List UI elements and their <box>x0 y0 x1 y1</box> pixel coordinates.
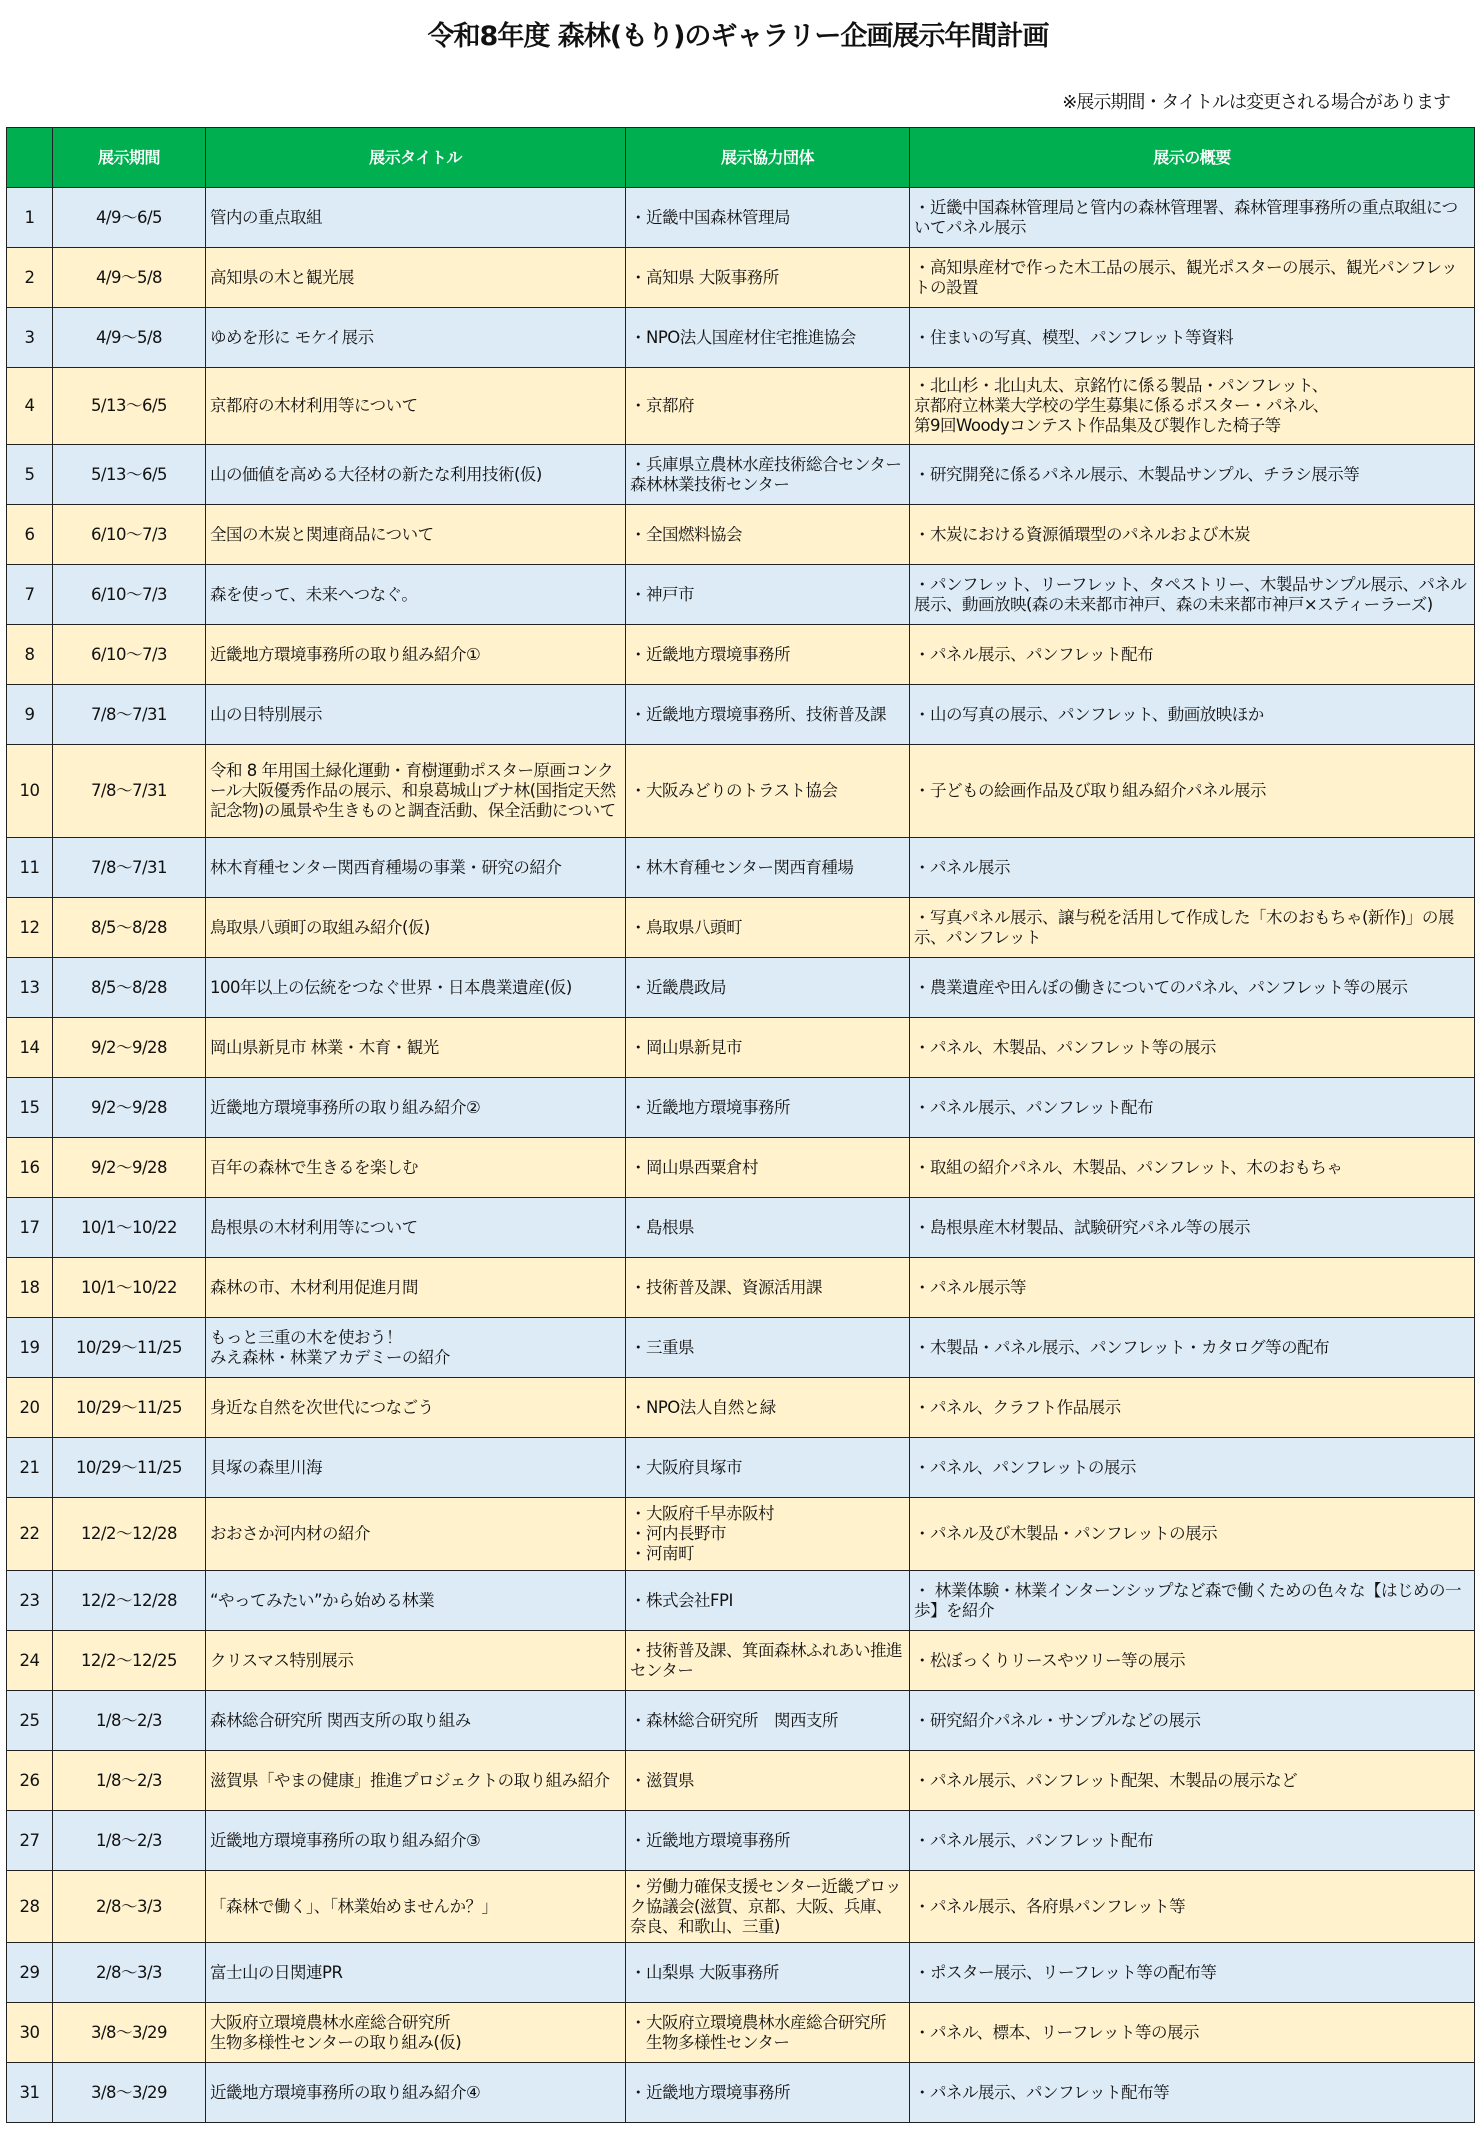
cooperating-organization-cell: ・近畿農政局 <box>626 958 910 1018</box>
exhibition-summary-cell: ・パネル展示、各府県パンフレット等 <box>910 1871 1475 1943</box>
exhibition-period-cell: 8/5～8/28 <box>53 898 206 958</box>
exhibition-summary-cell: ・パネル、クラフト作品展示 <box>910 1378 1475 1438</box>
table-row <box>7 898 1475 958</box>
exhibition-period-cell: 10/1～10/22 <box>53 1258 206 1318</box>
table-row <box>7 1571 1475 1631</box>
cooperating-organization-cell: ・高知県 大阪事務所 <box>626 248 910 308</box>
exhibition-title-cell: 貝塚の森里川海 <box>206 1438 626 1498</box>
exhibition-title-cell: 近畿地方環境事務所の取り組み紹介③ <box>206 1811 626 1871</box>
exhibition-period-cell: 6/10～7/3 <box>53 565 206 625</box>
row-number-cell: 18 <box>7 1258 53 1318</box>
exhibition-title-cell: ゆめを形に モケイ展示 <box>206 308 626 368</box>
exhibition-period-cell: 6/10～7/3 <box>53 625 206 685</box>
exhibition-period-cell: 10/29～11/25 <box>53 1378 206 1438</box>
row-number-cell: 3 <box>7 308 53 368</box>
cooperating-organization-cell: ・労働力確保支援センター近畿ブロック協議会(滋賀、京都、大阪、兵庫、奈良、和歌山、三重) <box>626 1871 910 1943</box>
exhibition-period-cell: 8/5～8/28 <box>53 958 206 1018</box>
exhibition-summary-cell: ・農業遺産や田んぼの働きについてのパネル、パンフレット等の展示 <box>910 958 1475 1018</box>
page-title: 令和8年度 森林(もり)のギャラリー企画展示年間計画 <box>427 21 1049 52</box>
disclaimer-note: ※展示期間・タイトルは変更される場合があります <box>1062 92 1450 113</box>
exhibition-period-cell: 12/2～12/28 <box>53 1571 206 1631</box>
row-number-cell: 11 <box>7 838 53 898</box>
table-row <box>7 308 1475 368</box>
exhibition-period-cell: 3/8～3/29 <box>53 2063 206 2123</box>
exhibition-summary-cell: ・パネル、パンフレットの展示 <box>910 1438 1475 1498</box>
table-row <box>7 505 1475 565</box>
row-number-cell: 4 <box>7 368 53 445</box>
table-row <box>7 1438 1475 1498</box>
exhibition-title-cell: 令和 8 年用国土緑化運動・育樹運動ポスター原画コンクール大阪優秀作品の展示、和泉葛城山ブナ林(国指定天然記念物)の風景や生きものと調査活動、保全活動について <box>206 745 626 838</box>
exhibition-period-cell: 5/13～6/5 <box>53 368 206 445</box>
exhibition-schedule-table <box>6 127 1475 2123</box>
exhibition-title-cell: 山の日特別展示 <box>206 685 626 745</box>
row-number-cell: 6 <box>7 505 53 565</box>
cooperating-organization-cell: ・三重県 <box>626 1318 910 1378</box>
cooperating-organization-cell: ・NPO法人国産材住宅推進協会 <box>626 308 910 368</box>
exhibition-summary-cell: ・パネル展示、パンフレット配布 <box>910 1811 1475 1871</box>
table-row <box>7 1138 1475 1198</box>
exhibition-period-cell: 10/1～10/22 <box>53 1198 206 1258</box>
exhibition-title-cell: 大阪府立環境農林水産総合研究所 生物多様性センターの取り組み(仮) <box>206 2003 626 2063</box>
column-header-organization: 展示協力団体 <box>626 128 910 188</box>
cooperating-organization-cell: ・大阪府千早赤阪村 ・河内長野市 ・河南町 <box>626 1498 910 1571</box>
row-number-cell: 1 <box>7 188 53 248</box>
exhibition-title-cell: 滋賀県「やまの健康」推進プロジェクトの取り組み紹介 <box>206 1751 626 1811</box>
cooperating-organization-cell: ・近畿地方環境事務所 <box>626 1078 910 1138</box>
exhibition-period-cell: 5/13～6/5 <box>53 445 206 505</box>
exhibition-summary-cell: ・パネル展示、パンフレット配架、木製品の展示など <box>910 1751 1475 1811</box>
table-row <box>7 1198 1475 1258</box>
column-header-no <box>7 128 53 188</box>
row-number-cell: 8 <box>7 625 53 685</box>
exhibition-summary-cell: ・パネル展示、パンフレット配布 <box>910 625 1475 685</box>
cooperating-organization-cell: ・鳥取県八頭町 <box>626 898 910 958</box>
row-number-cell: 12 <box>7 898 53 958</box>
exhibition-summary-cell: ・研究紹介パネル・サンプルなどの展示 <box>910 1691 1475 1751</box>
table-row <box>7 1943 1475 2003</box>
exhibition-title-cell: “やってみたい”から始める林業 <box>206 1571 626 1631</box>
exhibition-summary-cell: ・パネル、木製品、パンフレット等の展示 <box>910 1018 1475 1078</box>
table-row <box>7 1378 1475 1438</box>
row-number-cell: 21 <box>7 1438 53 1498</box>
exhibition-period-cell: 4/9～5/8 <box>53 248 206 308</box>
exhibition-title-cell: 百年の森林で生きるを楽しむ <box>206 1138 626 1198</box>
table-row <box>7 1871 1475 1943</box>
cooperating-organization-cell: ・近畿地方環境事務所、技術普及課 <box>626 685 910 745</box>
cooperating-organization-cell: ・近畿地方環境事務所 <box>626 2063 910 2123</box>
exhibition-summary-cell: ・パンフレット、リーフレット、タペストリー、木製品サンプル展示、パネル展示、動画放映(森の未来都市神戸、森の未来都市神戸×スティーラーズ) <box>910 565 1475 625</box>
column-header-title: 展示タイトル <box>206 128 626 188</box>
exhibition-period-cell: 9/2～9/28 <box>53 1018 206 1078</box>
exhibition-period-cell: 4/9～5/8 <box>53 308 206 368</box>
exhibition-title-cell: 近畿地方環境事務所の取り組み紹介④ <box>206 2063 626 2123</box>
cooperating-organization-cell: ・大阪府貝塚市 <box>626 1438 910 1498</box>
cooperating-organization-cell: ・NPO法人自然と緑 <box>626 1378 910 1438</box>
exhibition-summary-cell: ・パネル及び木製品・パンフレットの展示 <box>910 1498 1475 1571</box>
table-body <box>7 188 1475 2123</box>
exhibition-summary-cell: ・パネル展示、パンフレット配布 <box>910 1078 1475 1138</box>
exhibition-title-cell: 森を使って、未来へつなぐ。 <box>206 565 626 625</box>
exhibition-summary-cell: ・木製品・パネル展示、パンフレット・カタログ等の配布 <box>910 1318 1475 1378</box>
table-row <box>7 565 1475 625</box>
exhibition-summary-cell: ・パネル展示、パンフレット配布等 <box>910 2063 1475 2123</box>
row-number-cell: 13 <box>7 958 53 1018</box>
row-number-cell: 14 <box>7 1018 53 1078</box>
table-row <box>7 1018 1475 1078</box>
exhibition-period-cell: 7/8～7/31 <box>53 838 206 898</box>
cooperating-organization-cell: ・森林総合研究所 関西支所 <box>626 1691 910 1751</box>
row-number-cell: 23 <box>7 1571 53 1631</box>
table-header-row <box>7 128 1475 188</box>
table-row <box>7 1811 1475 1871</box>
exhibition-summary-cell: ・パネル展示 <box>910 838 1475 898</box>
cooperating-organization-cell: ・近畿中国森林管理局 <box>626 188 910 248</box>
table-row <box>7 1751 1475 1811</box>
row-number-cell: 28 <box>7 1871 53 1943</box>
cooperating-organization-cell: ・近畿地方環境事務所 <box>626 1811 910 1871</box>
exhibition-period-cell: 4/9～6/5 <box>53 188 206 248</box>
table-row <box>7 1078 1475 1138</box>
row-number-cell: 27 <box>7 1811 53 1871</box>
table-row <box>7 2063 1475 2123</box>
exhibition-title-cell: 鳥取県八頭町の取組み紹介(仮) <box>206 898 626 958</box>
table-row <box>7 1318 1475 1378</box>
exhibition-title-cell: 全国の木炭と関連商品について <box>206 505 626 565</box>
exhibition-title-cell: 「森林で働く」、「林業始めませんか？」 <box>206 1871 626 1943</box>
exhibition-title-cell: 森林の市、木材利用促進月間 <box>206 1258 626 1318</box>
cooperating-organization-cell: ・滋賀県 <box>626 1751 910 1811</box>
table-row <box>7 2003 1475 2063</box>
exhibition-title-cell: もっと三重の木を使おう！ みえ森林・林業アカデミーの紹介 <box>206 1318 626 1378</box>
exhibition-summary-cell: ・住まいの写真、模型、パンフレット等資料 <box>910 308 1475 368</box>
exhibition-period-cell: 1/8～2/3 <box>53 1811 206 1871</box>
exhibition-summary-cell: ・山の写真の展示、パンフレット、動画放映ほか <box>910 685 1475 745</box>
exhibition-title-cell: 身近な自然を次世代につなごう <box>206 1378 626 1438</box>
exhibition-summary-cell: ・パネル、標本、リーフレット等の展示 <box>910 2003 1475 2063</box>
row-number-cell: 19 <box>7 1318 53 1378</box>
exhibition-period-cell: 1/8～2/3 <box>53 1751 206 1811</box>
exhibition-summary-cell: ・松ぼっくりリースやツリー等の展示 <box>910 1631 1475 1691</box>
table-row <box>7 745 1475 838</box>
table-row <box>7 838 1475 898</box>
exhibition-title-cell: 近畿地方環境事務所の取り組み紹介② <box>206 1078 626 1138</box>
table-row <box>7 368 1475 445</box>
row-number-cell: 22 <box>7 1498 53 1571</box>
row-number-cell: 5 <box>7 445 53 505</box>
exhibition-title-cell: 森林総合研究所 関西支所の取り組み <box>206 1691 626 1751</box>
exhibition-period-cell: 10/29～11/25 <box>53 1438 206 1498</box>
table-row <box>7 445 1475 505</box>
cooperating-organization-cell: ・株式会社FPI <box>626 1571 910 1631</box>
exhibition-title-cell: おおさか河内材の紹介 <box>206 1498 626 1571</box>
exhibition-period-cell: 3/8～3/29 <box>53 2003 206 2063</box>
cooperating-organization-cell: ・岡山県新見市 <box>626 1018 910 1078</box>
exhibition-period-cell: 12/2～12/25 <box>53 1631 206 1691</box>
cooperating-organization-cell: ・山梨県 大阪事務所 <box>626 1943 910 2003</box>
table-row <box>7 1631 1475 1691</box>
exhibition-summary-cell: ・写真パネル展示、譲与税を活用して作成した「木のおもちゃ(新作)」の展示、パンフレット <box>910 898 1475 958</box>
row-number-cell: 25 <box>7 1691 53 1751</box>
table-row <box>7 188 1475 248</box>
exhibition-summary-cell: ・研究開発に係るパネル展示、木製品サンプル、チラシ展示等 <box>910 445 1475 505</box>
column-header-period: 展示期間 <box>53 128 206 188</box>
exhibition-summary-cell: ・ 林業体験・林業インターンシップなど森で働くための色々な【はじめの一歩】を紹介 <box>910 1571 1475 1631</box>
cooperating-organization-cell: ・岡山県西粟倉村 <box>626 1138 910 1198</box>
exhibition-title-cell: 京都府の木材利用等について <box>206 368 626 445</box>
table-row <box>7 958 1475 1018</box>
table-row <box>7 1691 1475 1751</box>
exhibition-period-cell: 7/8～7/31 <box>53 685 206 745</box>
cooperating-organization-cell: ・大阪みどりのトラスト協会 <box>626 745 910 838</box>
exhibition-title-cell: 管内の重点取組 <box>206 188 626 248</box>
cooperating-organization-cell: ・技術普及課、箕面森林ふれあい推進センター <box>626 1631 910 1691</box>
cooperating-organization-cell: ・全国燃料協会 <box>626 505 910 565</box>
row-number-cell: 31 <box>7 2063 53 2123</box>
cooperating-organization-cell: ・島根県 <box>626 1198 910 1258</box>
exhibition-period-cell: 2/8～3/3 <box>53 1871 206 1943</box>
row-number-cell: 20 <box>7 1378 53 1438</box>
exhibition-title-cell: 林木育種センター関西育種場の事業・研究の紹介 <box>206 838 626 898</box>
exhibition-title-cell: 山の価値を高める大径材の新たな利用技術(仮) <box>206 445 626 505</box>
exhibition-period-cell: 7/8～7/31 <box>53 745 206 838</box>
table-row <box>7 685 1475 745</box>
exhibition-summary-cell: ・取組の紹介パネル、木製品、パンフレット、木のおもちゃ <box>910 1138 1475 1198</box>
exhibition-period-cell: 2/8～3/3 <box>53 1943 206 2003</box>
row-number-cell: 15 <box>7 1078 53 1138</box>
exhibition-title-cell: 富士山の日関連PR <box>206 1943 626 2003</box>
exhibition-summary-cell: ・近畿中国森林管理局と管内の森林管理署、森林管理事務所の重点取組についてパネル展示 <box>910 188 1475 248</box>
exhibition-summary-cell: ・ポスター展示、リーフレット等の配布等 <box>910 1943 1475 2003</box>
table-row <box>7 248 1475 308</box>
exhibition-summary-cell: ・木炭における資源循環型のパネルおよび木炭 <box>910 505 1475 565</box>
cooperating-organization-cell: ・大阪府立環境農林水産総合研究所 生物多様性センター <box>626 2003 910 2063</box>
exhibition-summary-cell: ・島根県産木材製品、試験研究パネル等の展示 <box>910 1198 1475 1258</box>
table-row <box>7 625 1475 685</box>
exhibition-period-cell: 10/29～11/25 <box>53 1318 206 1378</box>
cooperating-organization-cell: ・技術普及課、資源活用課 <box>626 1258 910 1318</box>
cooperating-organization-cell: ・京都府 <box>626 368 910 445</box>
row-number-cell: 10 <box>7 745 53 838</box>
row-number-cell: 30 <box>7 2003 53 2063</box>
row-number-cell: 29 <box>7 1943 53 2003</box>
table-row <box>7 1258 1475 1318</box>
row-number-cell: 9 <box>7 685 53 745</box>
exhibition-summary-cell: ・パネル展示等 <box>910 1258 1475 1318</box>
exhibition-period-cell: 12/2～12/28 <box>53 1498 206 1571</box>
exhibition-title-cell: 100年以上の伝統をつなぐ世界・日本農業遺産(仮) <box>206 958 626 1018</box>
exhibition-summary-cell: ・北山杉・北山丸太、京銘竹に係る製品・パンフレット、 京都府立林業大学校の学生募集に係るポスター・パネル、 第9回Woodyコンテスト作品集及び製作した椅子等 <box>910 368 1475 445</box>
exhibition-title-cell: クリスマス特別展示 <box>206 1631 626 1691</box>
row-number-cell: 24 <box>7 1631 53 1691</box>
row-number-cell: 16 <box>7 1138 53 1198</box>
exhibition-summary-cell: ・高知県産材で作った木工品の展示、観光ポスターの展示、観光パンフレットの設置 <box>910 248 1475 308</box>
column-header-summary: 展示の概要 <box>910 128 1475 188</box>
exhibition-title-cell: 近畿地方環境事務所の取り組み紹介① <box>206 625 626 685</box>
exhibition-period-cell: 6/10～7/3 <box>53 505 206 565</box>
exhibition-period-cell: 1/8～2/3 <box>53 1691 206 1751</box>
row-number-cell: 26 <box>7 1751 53 1811</box>
cooperating-organization-cell: ・近畿地方環境事務所 <box>626 625 910 685</box>
exhibition-period-cell: 9/2～9/28 <box>53 1078 206 1138</box>
cooperating-organization-cell: ・兵庫県立農林水産技術総合センター森林林業技術センター <box>626 445 910 505</box>
exhibition-period-cell: 9/2～9/28 <box>53 1138 206 1198</box>
table-row <box>7 1498 1475 1571</box>
exhibition-summary-cell: ・子どもの絵画作品及び取り組み紹介パネル展示 <box>910 745 1475 838</box>
cooperating-organization-cell: ・林木育種センター関西育種場 <box>626 838 910 898</box>
exhibition-title-cell: 岡山県新見市 林業・木育・観光 <box>206 1018 626 1078</box>
row-number-cell: 2 <box>7 248 53 308</box>
row-number-cell: 7 <box>7 565 53 625</box>
cooperating-organization-cell: ・神戸市 <box>626 565 910 625</box>
row-number-cell: 17 <box>7 1198 53 1258</box>
exhibition-title-cell: 高知県の木と観光展 <box>206 248 626 308</box>
exhibition-title-cell: 島根県の木材利用等について <box>206 1198 626 1258</box>
